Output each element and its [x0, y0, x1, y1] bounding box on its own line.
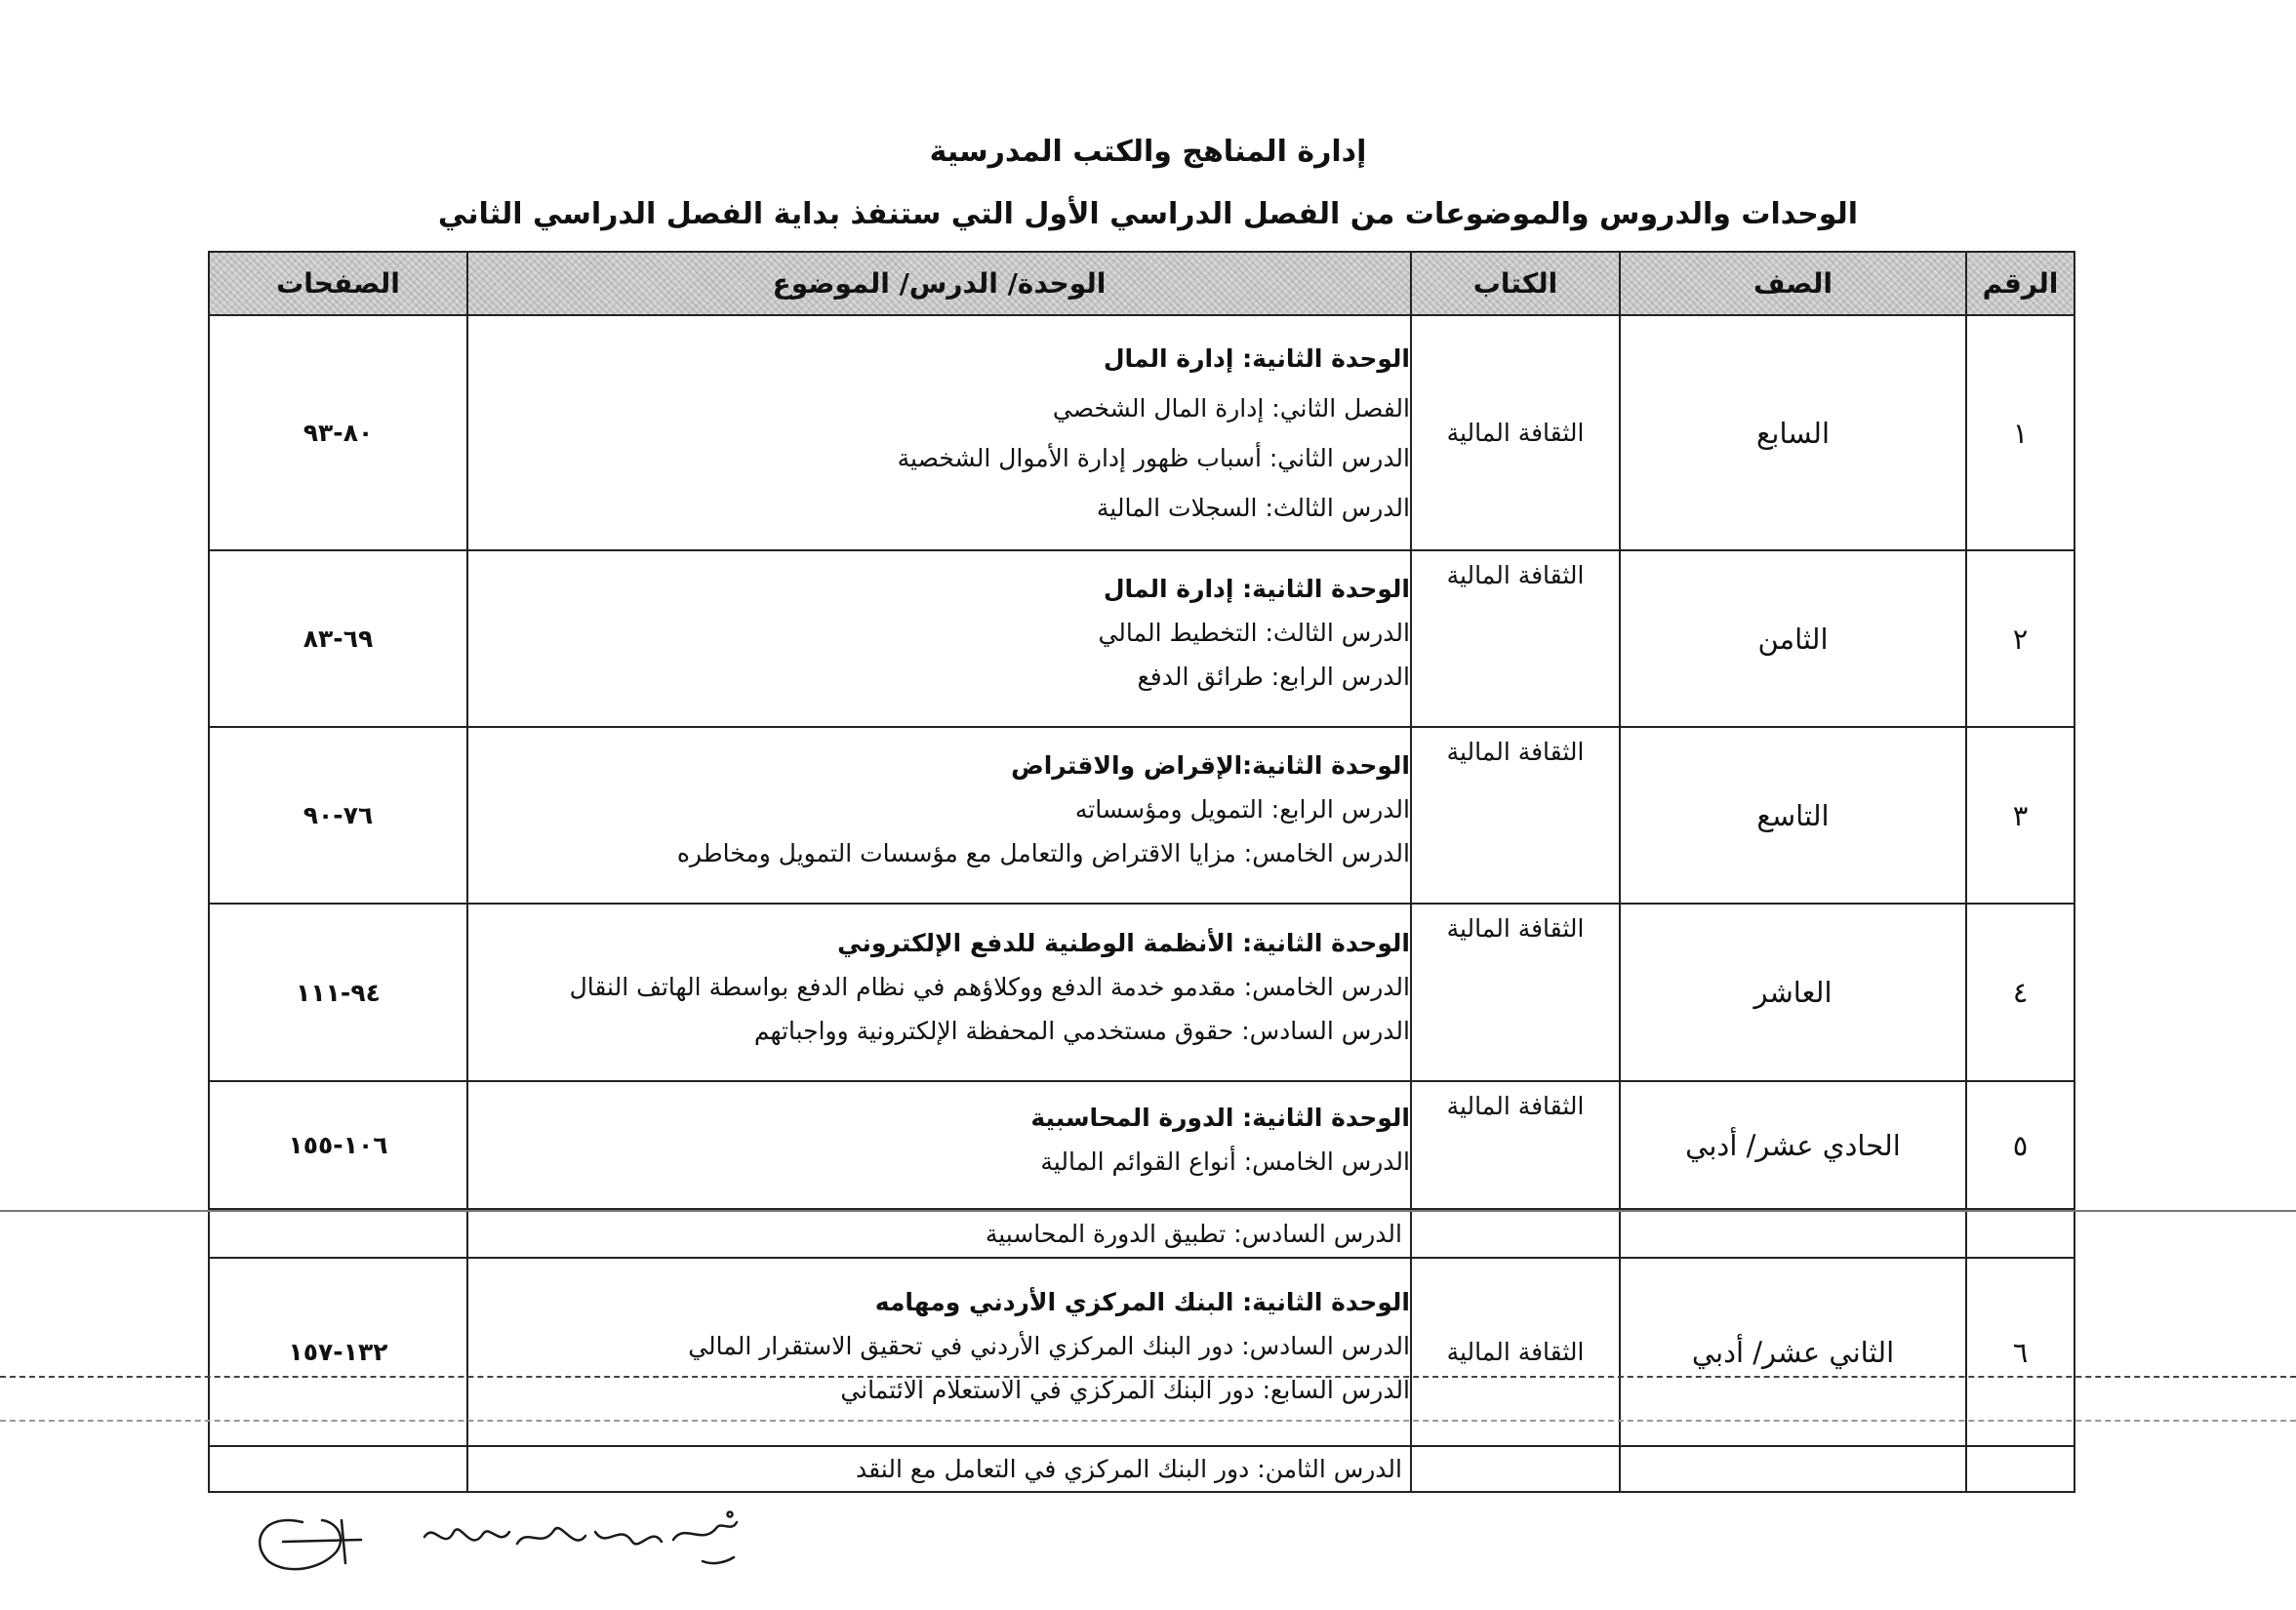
row-book: الثقافة المالية — [1411, 904, 1620, 1081]
row-pages: ١٣٢-١٥٧ — [209, 1258, 467, 1446]
row-pages: ٩٤-١١١ — [209, 904, 467, 1081]
table-header-row — [209, 252, 2074, 315]
table-row — [209, 1209, 2074, 1258]
empty-cell — [1620, 1209, 1966, 1258]
table-row — [209, 550, 2074, 727]
topic-line: الدرس السادس: تطبيق الدورة المحاسبية — [985, 1219, 1402, 1248]
empty-cell — [209, 1209, 467, 1258]
handwritten-signature — [244, 1493, 751, 1581]
document-title: إدارة المناهج والكتب المدرسية — [929, 135, 1367, 169]
scan-line — [0, 1376, 2296, 1378]
row-topics — [467, 727, 1411, 904]
row-book: الثقافة المالية — [1411, 1258, 1620, 1446]
topic-line: الدرس السابع: دور البنك المركزي في الاستعلام الائتماني — [840, 1376, 1410, 1404]
column-header-book: الكتاب — [1411, 252, 1620, 315]
row-number: ٢ — [1966, 550, 2074, 727]
table-row — [209, 727, 2074, 904]
row-book: الثقافة المالية — [1411, 1081, 1620, 1209]
topic-line: الفصل الثاني: إدارة المال الشخصي — [1052, 393, 1410, 423]
row-grade: العاشر — [1620, 904, 1966, 1081]
topic-line: الدرس الثالث: السجلات المالية — [1096, 493, 1410, 522]
row-pages: ٨٠-٩٣ — [209, 315, 467, 550]
table-row — [209, 1081, 2074, 1209]
row-topics — [467, 550, 1411, 727]
document-subtitle: الوحدات والدروس والموضوعات من الفصل الدراسي الأول التي ستنفذ بداية الفصل الدراسي الثاني — [437, 197, 1859, 231]
table-row — [209, 904, 2074, 1081]
topic-unit: الوحدة الثانية: الأنظمة الوطنية للدفع الإلكتروني — [837, 928, 1410, 957]
row-topics — [467, 1209, 1411, 1258]
table-row — [209, 1446, 2074, 1492]
topic-unit: الوحدة الثانية: إدارة المال — [1103, 575, 1410, 603]
row-grade: السابع — [1620, 315, 1966, 550]
table-row — [209, 315, 2074, 550]
row-topics — [467, 315, 1411, 550]
row-topics — [467, 1258, 1411, 1446]
topic-unit: الوحدة الثانية: الدورة المحاسبية — [1030, 1103, 1410, 1132]
row-number: ٤ — [1966, 904, 2074, 1081]
row-pages: ٦٩-٨٣ — [209, 550, 467, 727]
row-topics — [467, 1081, 1411, 1209]
empty-cell — [1411, 1446, 1620, 1492]
row-number: ٥ — [1966, 1081, 2074, 1209]
empty-cell — [1966, 1446, 2074, 1492]
topic-unit: الوحدة الثانية: إدارة المال — [1103, 343, 1410, 373]
row-number: ٣ — [1966, 727, 2074, 904]
topic-line: الدرس السادس: دور البنك المركزي الأردني في تحقيق الاستقرار المالي — [688, 1332, 1410, 1360]
empty-cell — [209, 1446, 467, 1492]
column-header-topic: الوحدة/ الدرس/ الموضوع — [467, 252, 1411, 315]
topic-line: الدرس الخامس: أنواع القوائم المالية — [1040, 1147, 1410, 1176]
column-header-grade: الصف — [1620, 252, 1966, 315]
topic-line: الدرس الثاني: أسباب ظهور إدارة الأموال الشخصية — [897, 443, 1410, 472]
topic-line: الدرس الخامس: مقدمو خدمة الدفع ووكلاؤهم في نظام الدفع بواسطة الهاتف النقال — [569, 972, 1410, 1001]
topic-line: الدرس الرابع: التمويل ومؤسساته — [1074, 795, 1410, 824]
row-topics — [467, 1446, 1411, 1492]
row-grade: الثاني عشر/ أدبي — [1620, 1258, 1966, 1446]
row-number: ٦ — [1966, 1258, 2074, 1446]
topic-unit: الوحدة الثانية:الإقراض والاقتراض — [1011, 751, 1410, 780]
row-grade: الحادي عشر/ أدبي — [1620, 1081, 1966, 1209]
row-book: الثقافة المالية — [1411, 727, 1620, 904]
row-book: الثقافة المالية — [1411, 550, 1620, 727]
row-topics — [467, 904, 1411, 1081]
topic-line: الدرس الخامس: مزايا الاقتراض والتعامل مع مؤسسات التمويل ومخاطره — [676, 839, 1410, 867]
row-book: الثقافة المالية — [1411, 315, 1620, 550]
row-grade: الثامن — [1620, 550, 1966, 727]
column-header-pages: الصفحات — [209, 252, 467, 315]
empty-cell — [1620, 1446, 1966, 1492]
topic-unit: الوحدة الثانية: البنك المركزي الأردني ومهامه — [874, 1288, 1410, 1316]
topic-line: الدرس الرابع: طرائق الدفع — [1137, 663, 1410, 691]
topic-line: الدرس الثالث: التخطيط المالي — [1098, 619, 1410, 647]
column-header-number: الرقم — [1966, 252, 2074, 315]
empty-cell — [1966, 1209, 2074, 1258]
row-grade: التاسع — [1620, 727, 1966, 904]
empty-cell — [1411, 1209, 1620, 1258]
schedule-table — [208, 251, 2075, 1493]
row-pages: ١٠٦-١٥٥ — [209, 1081, 467, 1209]
scan-line — [0, 1420, 2296, 1422]
row-pages: ٧٦-٩٠ — [209, 727, 467, 904]
scan-line — [0, 1210, 2296, 1212]
topic-line: الدرس السادس: حقوق مستخدمي المحفظة الإلكترونية وواجباتهم — [753, 1016, 1410, 1045]
row-number: ١ — [1966, 315, 2074, 550]
table-row — [209, 1258, 2074, 1446]
topic-line: الدرس الثامن: دور البنك المركزي في التعامل مع النقد — [856, 1455, 1402, 1483]
